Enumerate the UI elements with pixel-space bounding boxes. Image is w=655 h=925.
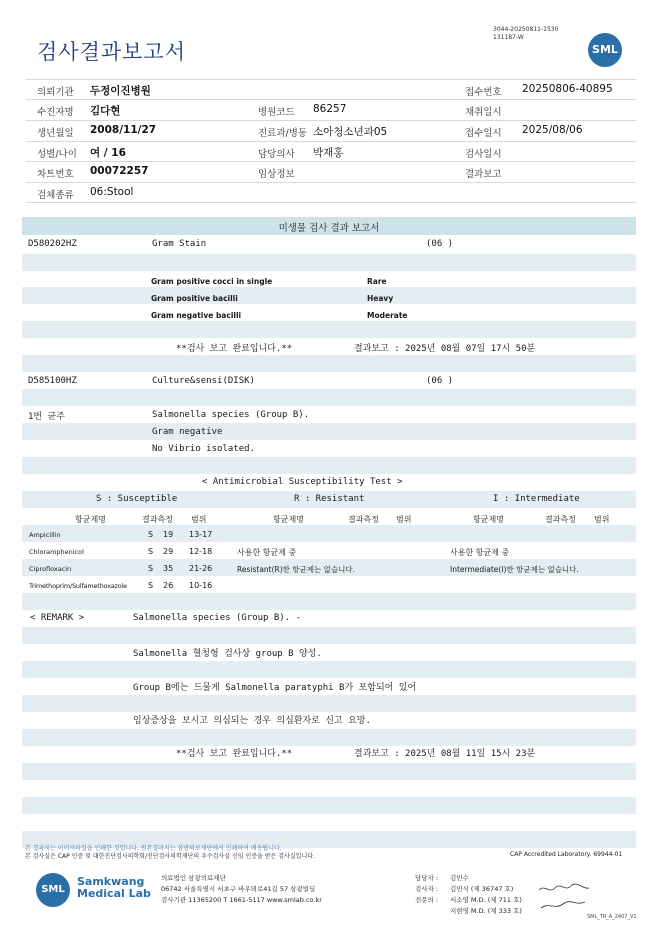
ast-drug: Trimethoprim/Sulfamethoxazole [29,582,127,590]
chart-value: 00072257 [90,165,149,177]
gram-report-time: 결과보고 : 2025년 08월 07일 17시 50분 [354,344,536,354]
row-band [22,525,636,542]
ast-drug: Ciprofloxacin [29,565,72,573]
exam-date-label: 검사일시 [465,149,502,160]
culture-code: D585100HZ [28,376,77,386]
receipt-date-value: 2025/08/06 [522,124,583,136]
remark-line: Salmonella 혈청형 검사상 group B 양성. [133,649,322,659]
document-number [493,26,558,42]
gram-result: Moderate [367,311,408,320]
col-result-header: 결과측정 [545,515,576,524]
col-range-header: 범위 [191,515,207,524]
sml-footer-logo-text: SML [41,884,65,895]
chart-label: 차트번호 [37,169,74,180]
row-band [22,797,636,814]
row-band [22,254,636,271]
culture-specimen-no: (06 ) [426,376,454,386]
legend-susceptible: S : Susceptible [96,494,178,504]
divider [26,161,636,162]
report-label: 결과보고 [465,169,502,180]
legend-intermediate: I : Intermediate [493,494,580,504]
gram-complete: **검사 보고 완료입니다.** [176,344,293,354]
gram-finding: Gram positive cocci in single [151,277,273,286]
row-band [22,457,636,474]
divider [26,99,636,100]
report-banner-title: 미생물 검사 결과 보고서 [278,223,380,234]
doctor-label: 담당의사 [258,149,295,160]
hospital-value: 두정이진병원 [90,85,151,97]
specimen-label: 검체종류 [37,190,74,201]
staff-name: 서소영 M.D. (제 711 호) [450,896,522,904]
note-usable-resistant: 사용한 항균제 중 [237,548,297,557]
cap-accreditation: CAP Accredited Laboratory. 69944-01 [510,851,623,858]
org-address: 06742 서울특별시 서초구 바우뫼로41길 57 삼광빌딩 [161,885,316,893]
ast-value: 29 [163,547,174,556]
isolate-line: Gram negative [152,427,223,437]
document-number-2: 131187-W [493,34,524,41]
hospital-label: 의뢰기관 [37,87,74,98]
culture-name: Culture&sensi(DISK) [152,376,255,386]
ast-sir: S [148,564,154,573]
specimen-value: 06:Stool [90,186,134,198]
note-intermediate: Intermediate(I)한 항균제는 없습니다. [450,565,579,574]
row-band [22,389,636,406]
brand-name [77,876,151,900]
ast-drug: Chloramphenicol [29,548,84,556]
row-band [22,287,636,304]
row-band [22,627,636,644]
ast-value: 26 [163,581,174,590]
divider [26,141,636,142]
isolate-line: Salmonella species (Group B). [152,410,310,420]
receipt-no-label: 접수번호 [465,87,502,98]
row-band [22,729,636,746]
divider [26,79,636,80]
gram-finding: Gram negative bacilli [151,311,242,320]
gram-result: Heavy [367,294,394,303]
signature-image [535,880,595,914]
footer-note-image: 본 결과지는 이미지파일을 인쇄한 것입니다. 원본결과지는 삼광의료재단에서 인쇄하여 배송됩니다. [25,845,282,852]
dept-value: 소아청소년과05 [313,126,388,138]
ast-sir: S [148,530,154,539]
code-label: 병원코드 [258,107,295,118]
signature-stroke [541,902,585,908]
ast-value: 35 [163,564,174,573]
ast-range: 12-18 [189,547,213,556]
gram-finding: Gram positive bacilli [151,294,238,303]
gram-code: D580202HZ [28,239,77,249]
staff-role: 담당자 : [415,874,439,882]
birth-label: 생년월일 [37,128,74,139]
staff-role: 검사자 : [415,885,439,893]
code-value: 86257 [313,103,347,115]
row-band [22,423,636,440]
dept-label: 진료과/병동 [258,128,308,139]
row-band [22,355,636,372]
divider [26,182,636,183]
remark-label: < REMARK > [30,613,85,623]
isolate-line: No Vibrio isolated. [152,444,255,454]
document-number-1: 3044-20250811-1530 [493,26,559,33]
row-band [22,695,636,712]
footer-note-cap: 본 검사실은 CAP 인증 및 대한진단검사의학회/진단검사의학재단의 우수검사실 신임 인증을 받은 검사실입니다. [25,853,315,860]
name-label: 수진자명 [37,107,74,118]
receipt-no-value: 20250806-40895 [522,83,613,95]
row-band [22,763,636,780]
col-result-header: 결과측정 [348,515,379,524]
gram-result: Rare [367,277,387,286]
staff-role: 전문의 : [415,896,439,904]
col-drug-header: 항균제명 [473,515,504,524]
staff-name: 김민수 [450,874,469,882]
col-drug-header: 항균제명 [75,515,106,524]
ast-title: < Antimicrobial Susceptibility Test > [202,477,403,487]
gram-specimen-no: (06 ) [426,239,454,249]
ast-drug: Ampicillin [29,531,61,539]
sml-logo [588,33,622,67]
ast-sir: S [148,581,154,590]
divider [26,120,636,121]
legend-resistant: R : Resistant [294,494,365,504]
ast-range: 10-16 [189,581,213,590]
gram-name: Gram Stain [152,239,207,249]
row-band [22,593,636,610]
sml-footer-logo [36,873,70,907]
sml-logo-text: SML [592,43,618,56]
ast-value: 19 [163,530,174,539]
col-range-header: 범위 [396,515,412,524]
sexage-value: 여 / 16 [90,147,126,159]
org-name: 의료법인 삼광의료재단 [161,874,226,882]
report-banner [22,217,636,235]
name-value: 김다현 [90,105,121,117]
org-contact: 검사기관 11365200 T 1661-5117 www.smlab.co.kr [161,896,322,904]
note-resistant: Resistant(R)한 항균제는 없습니다. [237,565,356,574]
staff-name: 지현영 M.D. (제 333 호) [450,907,522,915]
brand-name-line-2: Medical Lab [77,887,151,900]
ast-range: 21-26 [189,564,213,573]
note-usable-intermediate: 사용한 항균제 중 [450,548,510,557]
remark-report-time: 결과보고 : 2025년 08월 11일 15시 23분 [354,749,536,759]
form-code: SML_TR_A_2407_V1 [587,914,637,920]
row-band [22,661,636,678]
page-title: 검사결과보고서 [37,40,187,64]
isolate-label: 1번 균주 [28,412,65,422]
clinical-label: 임상정보 [258,169,295,180]
remark-line: Group B에는 드물게 Salmonella paratyphi B가 포함되어 있어 [133,683,417,693]
col-result-header: 결과측정 [142,515,173,524]
collect-label: 채취일시 [465,107,502,118]
col-range-header: 범위 [594,515,610,524]
ast-sir: S [148,547,154,556]
remark-line: Salmonella species (Group B). - [133,613,301,623]
signature-stroke [539,884,589,890]
divider [26,202,636,203]
col-drug-header: 항균제명 [273,515,304,524]
birth-value: 2008/11/27 [90,124,157,136]
doctor-value: 박재홍 [313,147,344,159]
remark-complete: **검사 보고 완료입니다.** [176,749,293,759]
sexage-label: 성별/나이 [37,149,77,160]
receipt-date-label: 접수일시 [465,128,502,139]
remark-line: 임상증상을 보시고 의심되는 경우 의심환자로 신고 요망. [133,716,371,726]
brand-name-line-1: Samkwang [77,875,145,888]
ast-range: 13-17 [189,530,213,539]
row-band [22,321,636,338]
staff-name: 김민식 (제 36747 호) [450,885,514,893]
